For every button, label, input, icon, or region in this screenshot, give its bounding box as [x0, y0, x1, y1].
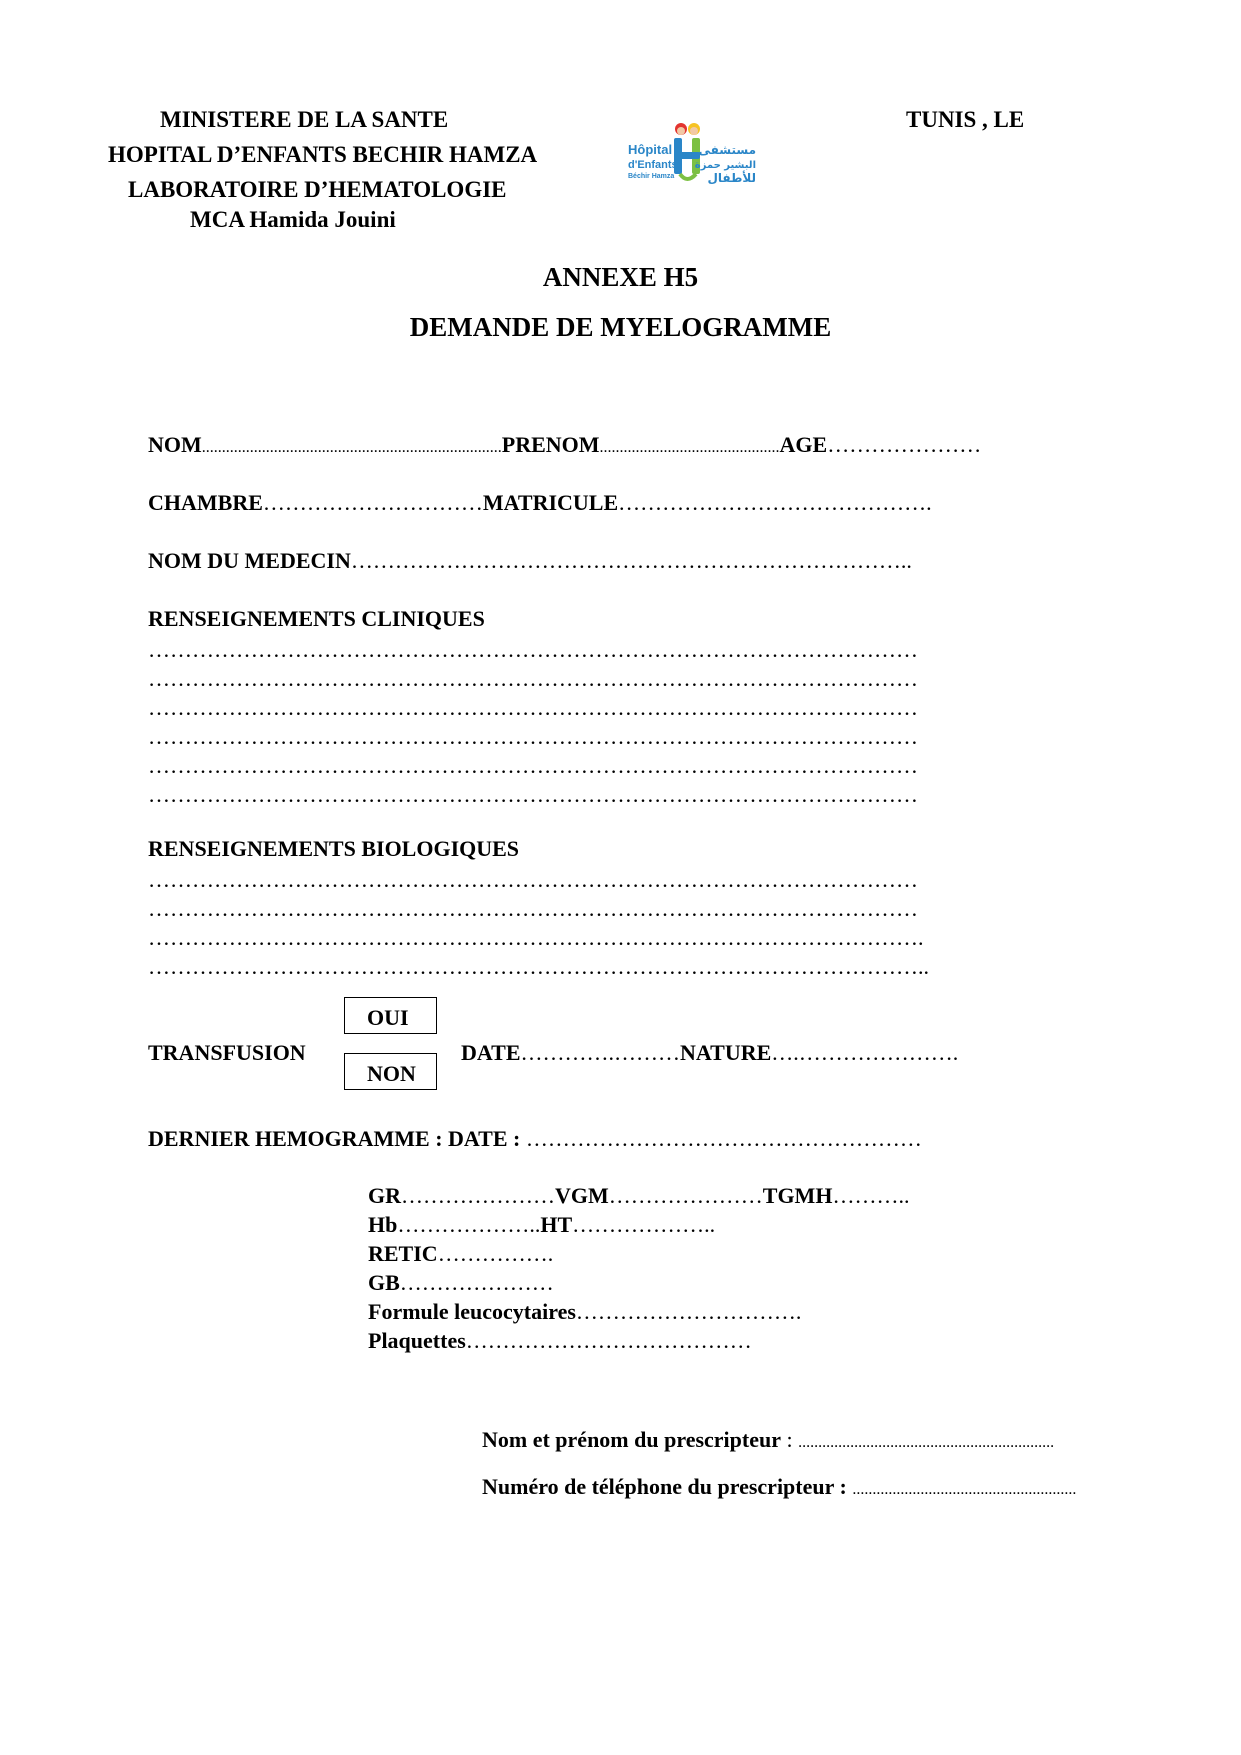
transfusion-label: TRANSFUSION: [148, 1040, 306, 1065]
nom-label: NOM: [148, 432, 202, 457]
logo-fr-line2: d'Enfants: [628, 159, 678, 171]
prenom-field[interactable]: .............................................: [599, 439, 780, 456]
formule-label: Formule leucocytaires: [368, 1299, 576, 1324]
doctor-row: [148, 548, 912, 574]
transfusion-nature-field[interactable]: ….………………….: [771, 1040, 959, 1065]
plaquettes-label: Plaquettes: [368, 1328, 466, 1353]
prescriber-name-separator: :: [781, 1427, 799, 1452]
vgm-label: VGM: [555, 1183, 609, 1208]
transfusion-date-label: DATE: [461, 1040, 521, 1065]
medecin-label: NOM DU MEDECIN: [148, 548, 351, 573]
non-label: NON: [367, 1061, 416, 1086]
transfusion-details-row: [461, 1040, 958, 1066]
city-date-heading: TUNIS , LE: [906, 107, 1025, 132]
matricule-field[interactable]: …………………………………….: [618, 490, 932, 515]
biological-info-line[interactable]: ……………………………………………………………………………………………: [148, 867, 918, 892]
tgmh-field[interactable]: ………..: [832, 1183, 910, 1208]
matricule-label: MATRICULE: [482, 490, 619, 515]
gr-field[interactable]: …………………: [401, 1183, 555, 1208]
plaquettes-row: [368, 1328, 752, 1354]
logo-fr-line1: Hôpital: [628, 142, 673, 157]
annex-title: ANNEXE H5: [542, 262, 699, 292]
room-row: [148, 490, 932, 516]
chambre-field[interactable]: …………………………: [262, 490, 483, 515]
gb-label: GB: [368, 1270, 400, 1295]
biological-info-line[interactable]: ……………………………………………………………………………………………..: [148, 954, 929, 979]
hemogram-date-field[interactable]: ………………………………………………: [525, 1126, 922, 1151]
chambre-label: CHAMBRE: [148, 490, 263, 515]
transfusion-oui-checkbox[interactable]: [344, 997, 437, 1034]
hb-field[interactable]: ………………..: [397, 1212, 541, 1237]
prenom-label: PRENOM: [501, 432, 600, 457]
tgmh-label: TGMH: [762, 1183, 833, 1208]
transfusion-date-field[interactable]: ………….………: [520, 1040, 680, 1065]
hospital-logo-graphic: [628, 122, 756, 194]
oui-label: OUI: [367, 1005, 409, 1030]
clinical-info-line[interactable]: ……………………………………………………………………………………………: [148, 724, 918, 749]
prescriber-phone-row: [482, 1474, 1076, 1500]
logo-ar-line3: للأطفال: [707, 171, 756, 185]
nom-field[interactable]: ...........................................................................: [201, 439, 502, 456]
age-field[interactable]: …………………: [827, 432, 982, 457]
prescriber-name-label: Nom et prénom du prescripteur: [482, 1427, 781, 1452]
hemogram-label: DERNIER HEMOGRAMME : DATE :: [148, 1126, 521, 1151]
retic-field[interactable]: …………….: [437, 1241, 554, 1266]
logo-ar-line2: البشير حمزة: [694, 160, 756, 171]
patient-identity-row: [148, 432, 981, 458]
page-title: DEMANDE DE MYELOGRAMME: [409, 312, 832, 342]
vgm-field[interactable]: …………………: [608, 1183, 763, 1208]
clinical-info-line[interactable]: ……………………………………………………………………………………………: [148, 637, 918, 662]
clinical-info-line[interactable]: ……………………………………………………………………………………………: [148, 666, 918, 691]
formule-row: [368, 1299, 801, 1325]
chief-name: MCA Hamida Jouini: [190, 207, 396, 232]
hospital-heading: HOPITAL D’ENFANTS BECHIR HAMZA: [108, 142, 538, 167]
clinical-info-line[interactable]: ……………………………………………………………………………………………: [148, 753, 918, 778]
biological-info-line[interactable]: …………………………………………………………………………………………….: [148, 925, 924, 950]
gb-row: [368, 1270, 554, 1296]
biological-info-heading: RENSEIGNEMENTS BIOLOGIQUES: [148, 836, 520, 861]
lab-heading: LABORATOIRE D’HEMATOLOGIE: [128, 177, 507, 202]
logo-fr-line3: Béchir Hamza: [628, 173, 675, 180]
hospital-logo: [628, 122, 756, 194]
age-label: AGE: [779, 432, 828, 457]
retic-row: [368, 1241, 553, 1267]
gr-row: [368, 1183, 909, 1209]
medecin-field[interactable]: …………………………………………………………………..: [350, 548, 912, 573]
ht-label: HT: [540, 1212, 573, 1237]
hb-row: [368, 1212, 715, 1238]
transfusion-non-checkbox[interactable]: [344, 1053, 437, 1090]
clinical-info-line[interactable]: ……………………………………………………………………………………………: [148, 695, 918, 720]
clinical-info-heading: RENSEIGNEMENTS CLINIQUES: [148, 606, 485, 631]
ministry-heading: MINISTERE DE LA SANTE: [160, 107, 449, 132]
logo-ar-line1: مستشفى: [698, 143, 756, 157]
gb-field[interactable]: …………………: [399, 1270, 554, 1295]
transfusion-nature-label: NATURE: [680, 1040, 772, 1065]
prescriber-name-row: [482, 1427, 1054, 1453]
plaquettes-field[interactable]: …………………………………: [465, 1328, 752, 1353]
clinical-info-line[interactable]: ……………………………………………………………………………………………: [148, 782, 918, 807]
prescriber-name-field[interactable]: ................................................................: [798, 1434, 1055, 1451]
gr-label: GR: [368, 1183, 401, 1208]
hemogram-row: [148, 1126, 922, 1152]
prescriber-phone-label: Numéro de téléphone du prescripteur :: [482, 1474, 847, 1499]
retic-label: RETIC: [368, 1241, 438, 1266]
formule-field[interactable]: ………………………….: [575, 1299, 802, 1324]
ht-field[interactable]: ………………..: [572, 1212, 716, 1237]
biological-info-line[interactable]: ……………………………………………………………………………………………: [148, 896, 918, 921]
hb-label: Hb: [368, 1212, 398, 1237]
prescriber-phone-field[interactable]: ........................................................: [852, 1481, 1077, 1498]
